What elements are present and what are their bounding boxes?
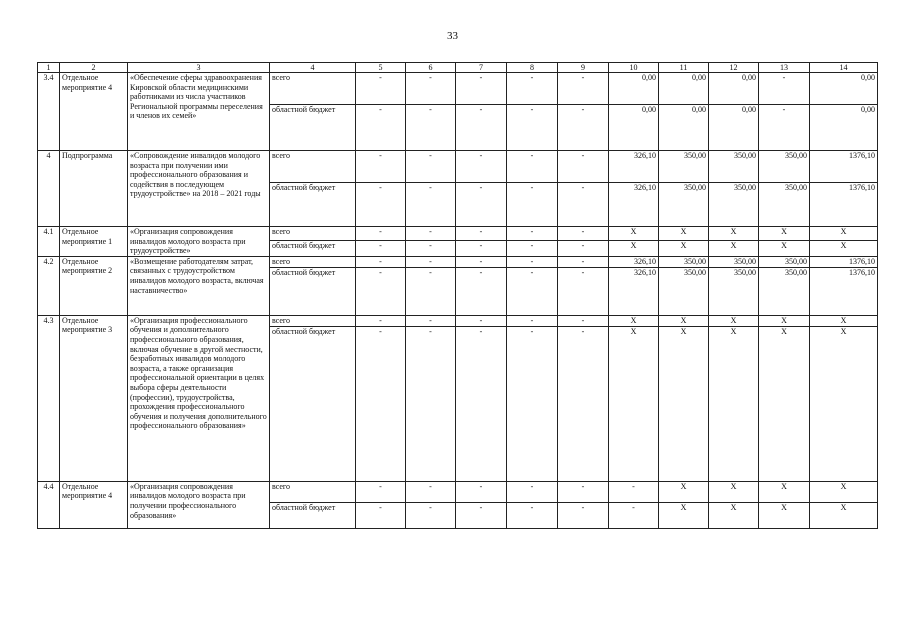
status-cell: Отдельное мероприятие 1 <box>60 227 128 257</box>
funding-source-cell: областной бюджет <box>270 502 356 528</box>
funding-source-cell: всего <box>270 315 356 326</box>
funding-source-cell: всего <box>270 256 356 267</box>
value-cell: - <box>456 227 507 241</box>
value-cell: - <box>356 241 406 257</box>
value-cell: - <box>507 481 558 502</box>
value-cell: - <box>356 502 406 528</box>
funding-source-cell: областной бюджет <box>270 241 356 257</box>
value-cell: - <box>356 326 406 481</box>
column-header: 10 <box>609 63 659 73</box>
value-cell: 326,10 <box>609 267 659 315</box>
status-cell: Подпрограмма <box>60 151 128 227</box>
value-cell: 1376,10 <box>810 183 878 227</box>
status-cell: Отдельное мероприятие 2 <box>60 256 128 315</box>
value-cell: - <box>456 326 507 481</box>
value-cell: - <box>406 241 456 257</box>
value-cell: 350,00 <box>709 256 759 267</box>
row-number-cell: 3.4 <box>38 73 60 151</box>
value-cell: 0,00 <box>609 105 659 151</box>
program-name-cell: «Обеспечение сферы здравоохранения Кировской области медицинскими работниками из числа участников Региональной программы переселения и членов их семей» <box>128 73 270 151</box>
value-cell: Х <box>609 227 659 241</box>
value-cell: 0,00 <box>709 73 759 105</box>
value-cell: Х <box>759 502 810 528</box>
funding-source-cell: всего <box>270 73 356 105</box>
value-cell: - <box>507 256 558 267</box>
value-cell: Х <box>659 502 709 528</box>
value-cell: - <box>456 241 507 257</box>
column-header: 12 <box>709 63 759 73</box>
program-name-cell: «Организация сопровождения инвалидов молодого возраста при получении профессионального образования» <box>128 481 270 528</box>
value-cell: Х <box>659 315 709 326</box>
value-cell: 350,00 <box>709 267 759 315</box>
value-cell: - <box>558 105 609 151</box>
value-cell: - <box>759 105 810 151</box>
value-cell: Х <box>659 326 709 481</box>
value-cell: - <box>558 241 609 257</box>
value-cell: - <box>456 151 507 183</box>
funding-source-cell: всего <box>270 481 356 502</box>
value-cell: 350,00 <box>709 183 759 227</box>
value-cell: - <box>356 73 406 105</box>
value-cell: - <box>507 227 558 241</box>
program-name-cell: «Организация сопровождения инвалидов молодого возраста при трудоустройстве» <box>128 227 270 257</box>
value-cell: - <box>406 73 456 105</box>
value-cell: Х <box>810 315 878 326</box>
value-cell: Х <box>759 481 810 502</box>
value-cell: - <box>456 183 507 227</box>
funding-source-cell: областной бюджет <box>270 105 356 151</box>
value-cell: - <box>406 227 456 241</box>
value-cell: - <box>456 267 507 315</box>
value-cell: - <box>406 481 456 502</box>
value-cell: - <box>507 502 558 528</box>
column-header: 4 <box>270 63 356 73</box>
value-cell: - <box>406 315 456 326</box>
table-row <box>38 73 878 105</box>
value-cell: - <box>406 256 456 267</box>
value-cell: - <box>456 481 507 502</box>
value-cell: - <box>558 183 609 227</box>
value-cell: - <box>558 502 609 528</box>
value-cell: 350,00 <box>759 256 810 267</box>
value-cell: - <box>558 227 609 241</box>
program-name-cell: «Организация профессионального обучения и дополнительного профессионального образования, включая обучение в другой местности, безработных инвалидов молодого возраста, а также организация профессиональной ориентации в целях выбора сферы деятельности (профессии), трудоустройства, прохождения профессионального обучения и получения дополнительного профессионального образования» <box>128 315 270 481</box>
funding-source-cell: областной бюджет <box>270 326 356 481</box>
value-cell: Х <box>759 326 810 481</box>
column-header: 3 <box>128 63 270 73</box>
column-header: 1 <box>38 63 60 73</box>
value-cell: Х <box>810 227 878 241</box>
value-cell: 1376,10 <box>810 267 878 315</box>
value-cell: - <box>558 481 609 502</box>
value-cell: 0,00 <box>810 73 878 105</box>
value-cell: 350,00 <box>659 151 709 183</box>
value-cell: Х <box>709 502 759 528</box>
value-cell: - <box>406 183 456 227</box>
value-cell: - <box>356 227 406 241</box>
value-cell: - <box>456 105 507 151</box>
column-header: 7 <box>456 63 507 73</box>
row-number-cell: 4.3 <box>38 315 60 481</box>
table-row <box>38 151 878 183</box>
value-cell: - <box>456 315 507 326</box>
value-cell: 0,00 <box>609 73 659 105</box>
value-cell: - <box>356 315 406 326</box>
value-cell: 350,00 <box>759 183 810 227</box>
value-cell: - <box>558 326 609 481</box>
value-cell: Х <box>609 315 659 326</box>
value-cell: - <box>507 241 558 257</box>
value-cell: Х <box>810 481 878 502</box>
value-cell: 326,10 <box>609 256 659 267</box>
value-cell: - <box>558 267 609 315</box>
value-cell: - <box>558 73 609 105</box>
value-cell: - <box>558 315 609 326</box>
value-cell: - <box>507 315 558 326</box>
value-cell: Х <box>659 227 709 241</box>
value-cell: Х <box>709 326 759 481</box>
value-cell: Х <box>759 315 810 326</box>
value-cell: - <box>759 73 810 105</box>
value-cell: - <box>609 481 659 502</box>
value-cell: - <box>406 326 456 481</box>
value-cell: - <box>558 151 609 183</box>
value-cell: 1376,10 <box>810 151 878 183</box>
value-cell: 326,10 <box>609 151 659 183</box>
column-header: 5 <box>356 63 406 73</box>
value-cell: Х <box>810 241 878 257</box>
value-cell: Х <box>659 241 709 257</box>
value-cell: 0,00 <box>810 105 878 151</box>
value-cell: 1376,10 <box>810 256 878 267</box>
table-row <box>38 315 878 326</box>
table-row <box>38 481 878 502</box>
value-cell: Х <box>659 481 709 502</box>
value-cell: Х <box>709 315 759 326</box>
column-header: 6 <box>406 63 456 73</box>
value-cell: 350,00 <box>759 151 810 183</box>
column-header: 2 <box>60 63 128 73</box>
value-cell: 350,00 <box>659 267 709 315</box>
value-cell: - <box>406 105 456 151</box>
value-cell: - <box>406 151 456 183</box>
value-cell: 350,00 <box>659 256 709 267</box>
column-number-row <box>38 63 878 73</box>
value-cell: 0,00 <box>709 105 759 151</box>
status-cell: Отдельное мероприятие 4 <box>60 73 128 151</box>
value-cell: Х <box>810 326 878 481</box>
table-row <box>38 256 878 267</box>
table-row <box>38 227 878 241</box>
value-cell: Х <box>759 241 810 257</box>
program-name-cell: «Возмещение работодателям затрат, связанных с трудоустройством инвалидов молодого возраста, включая наставничество» <box>128 256 270 315</box>
value-cell: Х <box>609 241 659 257</box>
funding-source-cell: всего <box>270 227 356 241</box>
value-cell: - <box>456 73 507 105</box>
column-header: 14 <box>810 63 878 73</box>
value-cell: 350,00 <box>709 151 759 183</box>
value-cell: 350,00 <box>759 267 810 315</box>
value-cell: Х <box>709 241 759 257</box>
value-cell: Х <box>709 227 759 241</box>
value-cell: - <box>456 502 507 528</box>
column-header: 11 <box>659 63 709 73</box>
value-cell: Х <box>759 227 810 241</box>
column-header: 9 <box>558 63 609 73</box>
value-cell: - <box>609 502 659 528</box>
row-number-cell: 4.1 <box>38 227 60 257</box>
column-header: 8 <box>507 63 558 73</box>
funding-source-cell: областной бюджет <box>270 183 356 227</box>
value-cell: 326,10 <box>609 183 659 227</box>
row-number-cell: 4.2 <box>38 256 60 315</box>
value-cell: - <box>356 151 406 183</box>
row-number-cell: 4.4 <box>38 481 60 528</box>
program-name-cell: «Сопровождение инвалидов молодого возраста при получении ими профессионального образования и содействия в последующем трудоустройстве» на 2018 – 2021 годы <box>128 151 270 227</box>
value-cell: Х <box>609 326 659 481</box>
column-header: 13 <box>759 63 810 73</box>
value-cell: Х <box>810 502 878 528</box>
funding-source-cell: всего <box>270 151 356 183</box>
value-cell: - <box>356 256 406 267</box>
value-cell: - <box>406 502 456 528</box>
value-cell: - <box>406 267 456 315</box>
value-cell: - <box>558 256 609 267</box>
value-cell: Х <box>709 481 759 502</box>
value-cell: 0,00 <box>659 105 709 151</box>
value-cell: - <box>356 481 406 502</box>
status-cell: Отдельное мероприятие 3 <box>60 315 128 481</box>
value-cell: - <box>507 105 558 151</box>
page-number: 33 <box>447 30 458 42</box>
value-cell: - <box>507 267 558 315</box>
budget-table <box>37 62 878 529</box>
value-cell: - <box>507 183 558 227</box>
value-cell: - <box>507 326 558 481</box>
value-cell: - <box>507 151 558 183</box>
row-number-cell: 4 <box>38 151 60 227</box>
funding-source-cell: областной бюджет <box>270 267 356 315</box>
value-cell: - <box>356 183 406 227</box>
status-cell: Отдельное мероприятие 4 <box>60 481 128 528</box>
value-cell: 350,00 <box>659 183 709 227</box>
value-cell: - <box>356 105 406 151</box>
value-cell: 0,00 <box>659 73 709 105</box>
value-cell: - <box>456 256 507 267</box>
value-cell: - <box>507 73 558 105</box>
value-cell: - <box>356 267 406 315</box>
